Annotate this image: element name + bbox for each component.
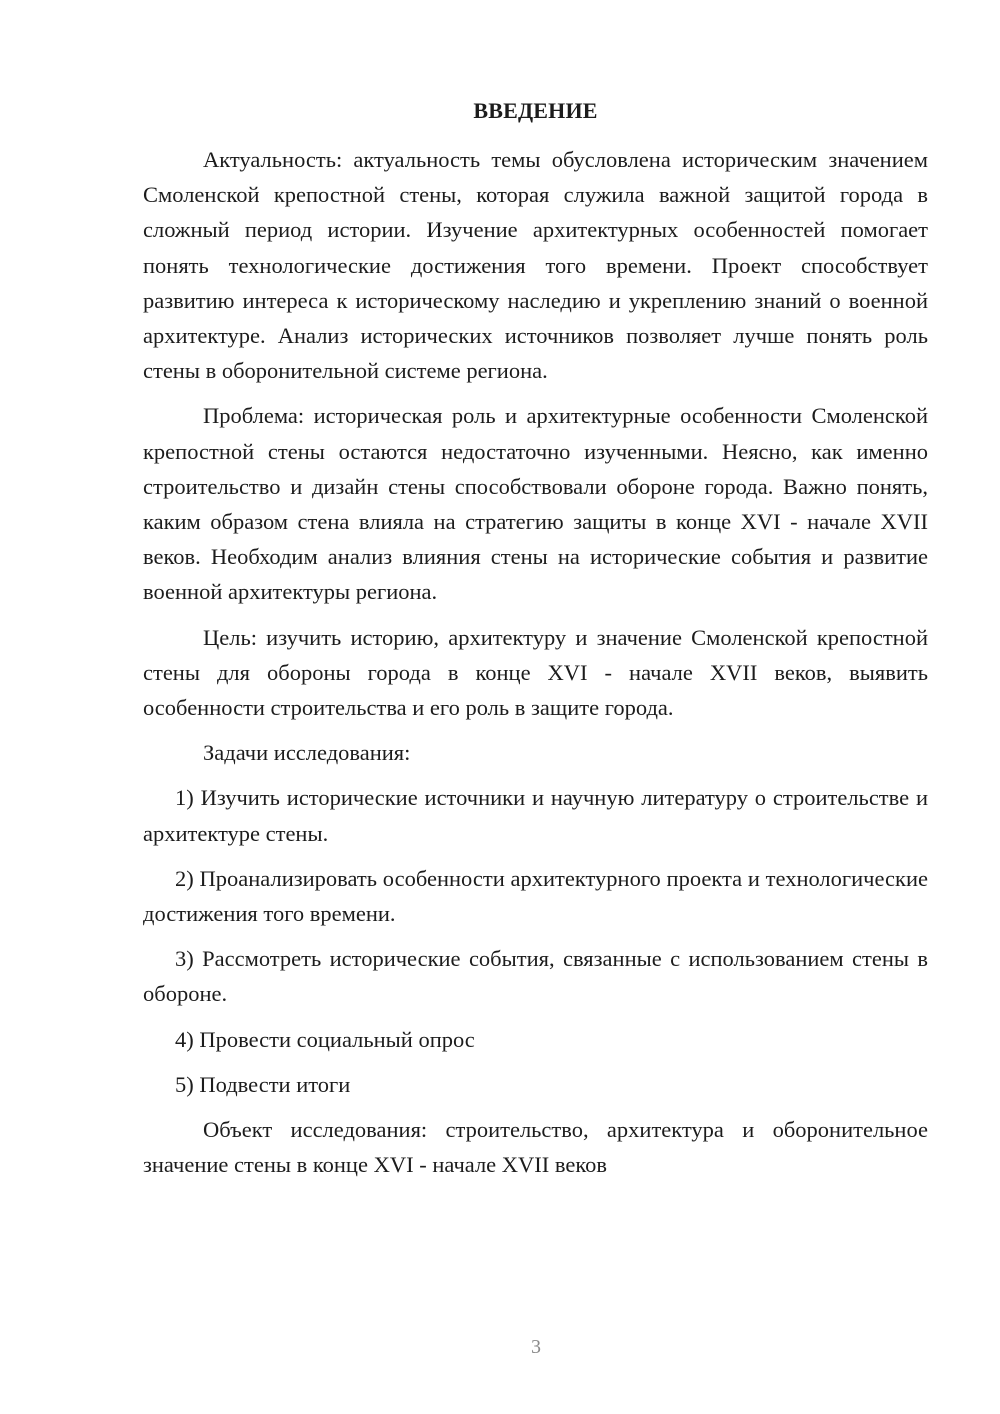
task-item-5: 5) Подвести итоги: [175, 1071, 351, 1097]
page-number: 3: [531, 1336, 541, 1358]
document-title: ВВЕДЕНИЕ: [473, 98, 598, 123]
paragraph-problem: Проблема: историческая роль и архитектурные особенности Смоленской крепостной стены остаются недостаточно изученными. Неясно, как именно строительство и дизайн стены способствовали обороне города. Важно понять, каким образом стена влияла на стратегию защиты в конце XVI - начале XVII веков. Необходим анализ влияния стены на исторические события и развитие военной архитектуры региона.: [143, 403, 928, 605]
task-item-3: 3) Рассмотреть исторические события, связанные с использованием стены в обороне.: [143, 946, 928, 1007]
tasks-heading: Задачи исследования:: [203, 740, 411, 766]
paragraph-goal: Цель: изучить историю, архитектуру и значение Смоленской крепостной стены для обороны города в конце XVI - начале XVII веков, выявить особенности строительства и его роль в защите города.: [143, 624, 928, 721]
task-item-1: 1) Изучить исторические источники и научную литературу о строительстве и архитектуре стены.: [143, 785, 928, 846]
paragraph-object: Объект исследования: строительство, архитектура и оборонительное значение стены в конце XVI - начале XVII веков: [143, 1117, 928, 1178]
task-item-2: 2) Проанализировать особенности архитектурного проекта и технологические достижения того времени.: [143, 865, 928, 927]
task-item-4: 4) Провести социальный опрос: [175, 1026, 475, 1052]
document-body: [143, 142, 928, 1192]
paragraph-relevance: Актуальность: актуальность темы обусловлена историческим значением Смоленской крепостной стены, которая служила важной защитой города в сложный период истории. Изучение архитектурных особенностей помогает понять технологические достижения того времени. Проект способствует развитию интереса к историческому наследию и укреплению знаний о военной архитектуре. Анализ исторических источников позволяет лучше понять роль стены в оборонительной системе региона.: [143, 147, 928, 384]
